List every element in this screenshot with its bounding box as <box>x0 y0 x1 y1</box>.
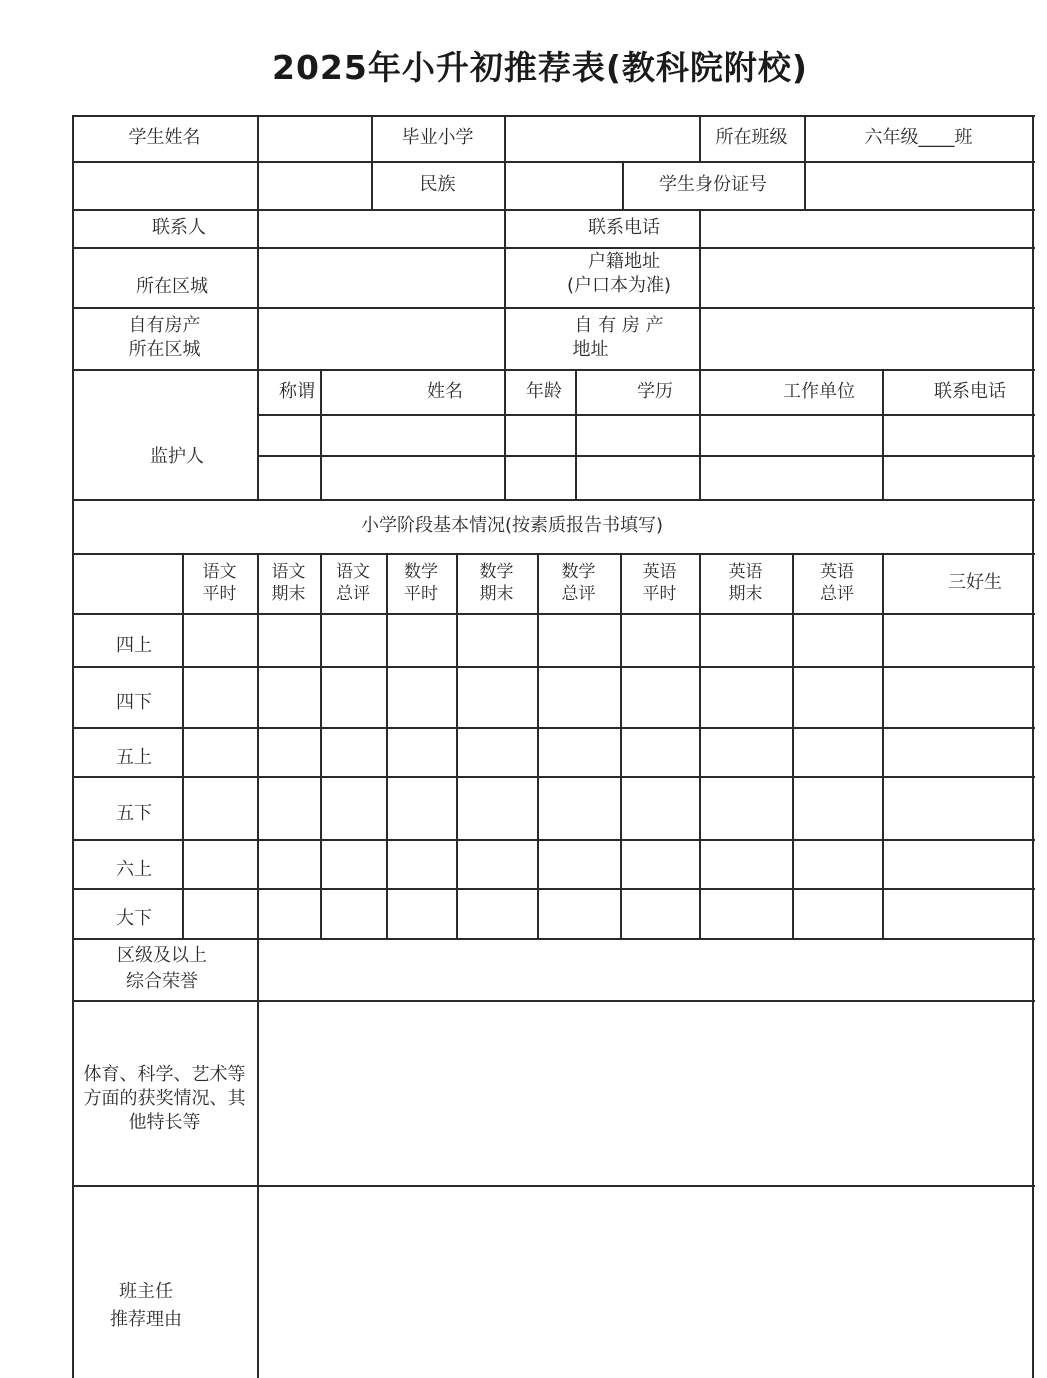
grade-header <box>386 553 456 613</box>
district-field[interactable] <box>257 247 504 307</box>
grid-line-horizontal <box>257 414 1035 416</box>
grade-header-type: 期末 <box>271 584 306 604</box>
honors-label <box>72 938 257 1000</box>
property-district-field[interactable] <box>257 307 504 369</box>
property-address-line1: 自 有 房 产 <box>574 315 664 336</box>
grade-header-type: 期末 <box>728 584 763 604</box>
grade-header <box>537 553 620 613</box>
grade-header <box>456 553 537 613</box>
teacher-line1: 班主任 <box>119 1281 173 1302</box>
term-label: 五下 <box>116 802 152 824</box>
guardian-header-name: 姓名 <box>427 380 463 402</box>
grade-header-type: 期末 <box>479 584 514 604</box>
guardian-header-relation: 称谓 <box>279 380 315 402</box>
household-address-field[interactable] <box>699 247 1033 307</box>
grade-header-subject: 语文 <box>271 562 306 582</box>
grade-header <box>699 553 792 613</box>
teacher-recommendation-label <box>72 1185 257 1378</box>
grade-header-subject: 英语 <box>642 562 677 582</box>
grade-header-subject: 数学 <box>479 562 514 582</box>
term-label: 四上 <box>116 634 152 656</box>
page-title: 2025年小升初推荐表(教科院附校) <box>271 48 808 87</box>
contact-person-label: 联系人 <box>152 217 206 238</box>
grade-header <box>257 553 320 613</box>
property-district-line2: 所在区城 <box>128 339 201 360</box>
grid-line-horizontal <box>72 888 1035 890</box>
teacher-recommendation-field[interactable] <box>257 1185 1033 1378</box>
awards-line3: 他特长等 <box>128 1112 201 1133</box>
honors-line2: 综合荣誉 <box>126 971 198 992</box>
term-label: 大下 <box>116 908 152 929</box>
property-district-line1: 自有房产 <box>128 315 201 336</box>
contact-phone-label: 联系电话 <box>588 217 660 238</box>
grade-header-subject: 语文 <box>336 562 370 582</box>
grid-line-horizontal <box>72 613 1035 615</box>
grade-header <box>620 553 699 613</box>
grade-header-type: 总评 <box>561 584 596 604</box>
grade-header-type: 平时 <box>404 584 438 604</box>
term-label: 五上 <box>116 746 152 768</box>
three-good-student-header: 三好生 <box>948 572 1002 593</box>
awards-line1: 体育、科学、艺术等 <box>83 1064 246 1085</box>
grades-section-title: 小学阶段基本情况(按素质报告书填写) <box>360 515 664 536</box>
graduation-school-label: 毕业小学 <box>401 127 474 148</box>
ethnicity-label: 民族 <box>419 174 456 195</box>
student-name-field[interactable] <box>257 115 371 161</box>
grade-header-type: 总评 <box>820 584 854 604</box>
grade-header-type: 总评 <box>336 584 370 604</box>
property-address-label <box>504 307 699 369</box>
grid-line-horizontal <box>72 666 1035 668</box>
grade-header-subject: 英语 <box>728 562 763 582</box>
awards-line2: 方面的获奖情况、其 <box>83 1088 246 1109</box>
guardian-label: 监护人 <box>150 446 204 467</box>
graduation-school-field[interactable] <box>504 115 699 161</box>
contact-person-field[interactable] <box>257 209 504 247</box>
guardian-header-workplace: 工作单位 <box>783 380 855 402</box>
student-name-label: 学生姓名 <box>128 127 201 148</box>
awards-field[interactable] <box>257 1000 1033 1185</box>
grid-line-horizontal <box>72 839 1035 841</box>
honors-line1: 区级及以上 <box>117 945 207 966</box>
student-id-label: 学生身份证号 <box>659 174 767 195</box>
property-address-field[interactable] <box>699 307 1033 369</box>
grade-header-subject: 数学 <box>561 562 596 582</box>
guardian-header-age: 年龄 <box>526 380 562 402</box>
grade-header <box>792 553 882 613</box>
term-label: 四下 <box>116 691 152 713</box>
ethnicity-field[interactable] <box>504 161 622 209</box>
household-address-line2: (户口本为准) <box>566 275 672 296</box>
grade-header-subject: 语文 <box>202 562 237 582</box>
recommendation-form <box>72 115 1033 1378</box>
grade-header <box>182 553 257 613</box>
grid-line-horizontal <box>257 455 1035 457</box>
teacher-line2: 推荐理由 <box>110 1309 182 1330</box>
grade-header-subject: 数学 <box>404 562 438 582</box>
student-id-field[interactable] <box>804 161 1033 209</box>
grade-header <box>320 553 386 613</box>
contact-phone-field[interactable] <box>699 209 1033 247</box>
grade-header-type: 平时 <box>642 584 677 604</box>
class-value[interactable]: 六年级____班 <box>864 127 973 148</box>
guardian-header-phone: 联系电话 <box>934 380 1006 402</box>
awards-label <box>72 1000 257 1185</box>
honors-field[interactable] <box>257 938 1033 1000</box>
term-label: 六上 <box>116 858 152 880</box>
class-label: 所在班级 <box>715 127 788 148</box>
grade-header-subject: 英语 <box>820 562 854 582</box>
district-label: 所在区城 <box>136 276 208 297</box>
guardian-header-education: 学历 <box>637 380 673 402</box>
grid-line-horizontal <box>72 727 1035 729</box>
property-district-label <box>72 307 257 369</box>
grade-header-type: 平时 <box>202 584 237 604</box>
grid-line-horizontal <box>72 776 1035 778</box>
household-address-line1: 户籍地址 <box>588 251 660 272</box>
property-address-line2: 地址 <box>572 339 609 360</box>
